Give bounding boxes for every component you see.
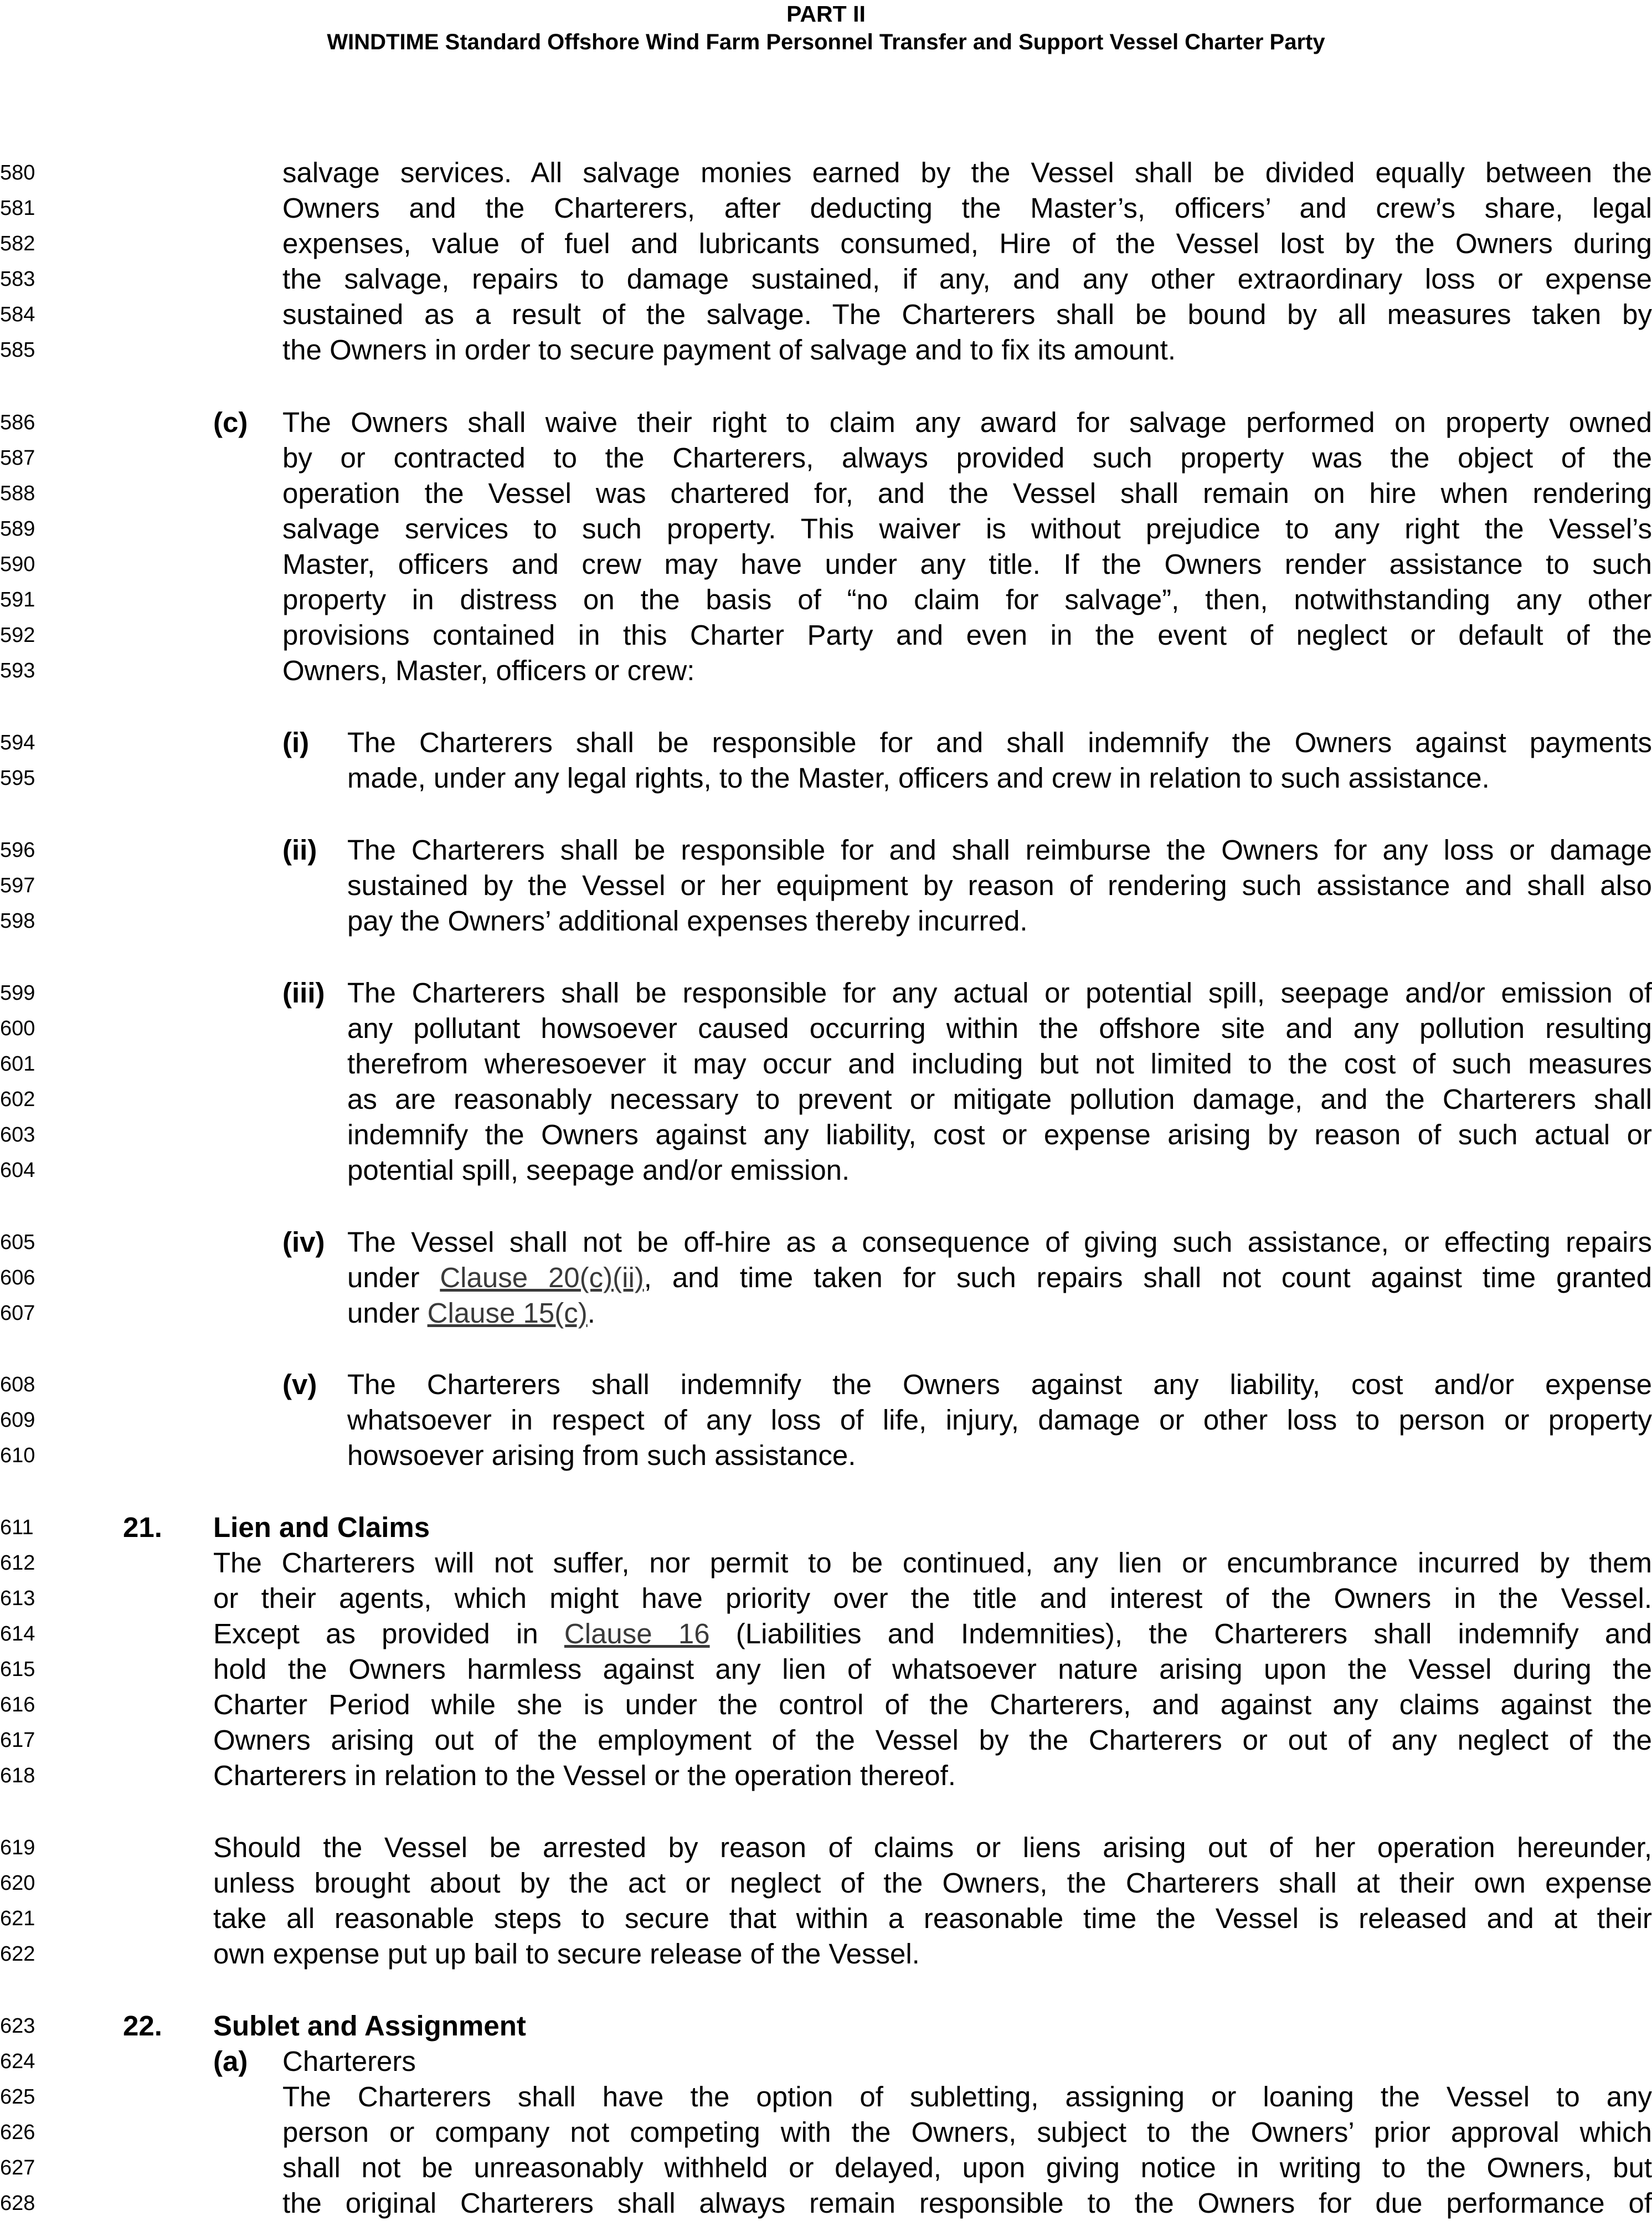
text-line: the Owners in order to secure payment of salvage and to fix its amount. bbox=[282, 334, 1176, 366]
text-line: Master, officers and crew may have under any title. If the Owners render assistance to such bbox=[282, 548, 1652, 580]
line-number: 610 bbox=[0, 1444, 35, 1467]
text-line: The Charterers shall indemnify the Owners against any liability, cost and/or expense bbox=[347, 1369, 1652, 1400]
text-line bbox=[213, 1616, 1652, 1652]
line-number: 603 bbox=[0, 1123, 35, 1147]
text-line: indemnify the Owners against any liability, cost or expense arising by reason of such actual or bbox=[347, 1119, 1652, 1150]
line-number: 586 bbox=[0, 411, 35, 434]
line-number: 624 bbox=[0, 2050, 35, 2073]
text-line: Owners arising out of the employment of the Vessel by the Charterers or out of any neglect of the bbox=[213, 1724, 1652, 1756]
text-line: The Owners shall waive their right to claim any award for salvage performed on property owned bbox=[282, 407, 1652, 438]
item-label-iii: (iii) bbox=[282, 977, 325, 1009]
line-number: 608 bbox=[0, 1373, 35, 1396]
text-line bbox=[347, 1260, 1652, 1295]
line-number: 583 bbox=[0, 268, 35, 291]
text-line: property in distress on the basis of “no claim for salvage”, then, notwithstanding any other bbox=[282, 584, 1652, 615]
text-line: or their agents, which might have priority over the title and interest of the Owners in the Vessel. bbox=[213, 1582, 1652, 1614]
text-line: Owners and the Charterers, after deducting the Master’s, officers’ and crew’s share, legal bbox=[282, 192, 1652, 224]
line-number: 616 bbox=[0, 1693, 35, 1716]
text-fragment: . bbox=[587, 1297, 595, 1329]
line-number: 612 bbox=[0, 1551, 35, 1575]
text-line: whatsoever in respect of any loss of life, injury, damage or other loss to person or property bbox=[347, 1404, 1652, 1436]
clause-20cii-link[interactable]: Clause 20(c)(ii) bbox=[440, 1262, 644, 1293]
text-line: therefrom wheresoever it may occur and including but not limited to the cost of such measures bbox=[347, 1048, 1652, 1079]
text-line: salvage services to such property. This waiver is without prejudice to any right the Vessel’s bbox=[282, 513, 1652, 544]
line-number: 609 bbox=[0, 1408, 35, 1432]
line-number: 582 bbox=[0, 232, 35, 255]
document-part: PART II bbox=[786, 1, 866, 27]
line-number: 593 bbox=[0, 659, 35, 682]
text-line: shall not be unreasonably withheld or delayed, upon giving notice in writing to the Owners, but bbox=[282, 2152, 1652, 2183]
line-number: 617 bbox=[0, 1729, 35, 1752]
line-number: 615 bbox=[0, 1658, 35, 1681]
text-line: by or contracted to the Charterers, always provided such property was the object of the bbox=[282, 442, 1652, 474]
line-number: 591 bbox=[0, 588, 35, 611]
text-line bbox=[347, 1295, 1652, 1331]
item-label-i: (i) bbox=[282, 727, 310, 758]
line-number: 613 bbox=[0, 1587, 35, 1610]
text-line: The Vessel shall not be off-hire as a consequence of giving such assistance, or effecting repairs bbox=[347, 1226, 1652, 1258]
line-number: 594 bbox=[0, 731, 35, 754]
text-line: The Charterers shall be responsible for any actual or potential spill, seepage and/or emission of bbox=[347, 977, 1652, 1009]
clause-heading-sublet-and-assignment: Sublet and Assignment bbox=[213, 2010, 526, 2042]
line-number: 599 bbox=[0, 981, 35, 1005]
line-number: 628 bbox=[0, 2192, 35, 2215]
text-line: pay the Owners’ additional expenses thereby incurred. bbox=[347, 905, 1028, 937]
line-number: 595 bbox=[0, 767, 35, 790]
text-line: Charterers in relation to the Vessel or the operation thereof. bbox=[213, 1760, 956, 1791]
line-number: 606 bbox=[0, 1266, 35, 1289]
line-number: 601 bbox=[0, 1052, 35, 1076]
text-line: own expense put up bail to secure release of the Vessel. bbox=[213, 1938, 920, 1970]
line-number: 587 bbox=[0, 446, 35, 470]
line-number: 590 bbox=[0, 553, 35, 576]
line-number: 589 bbox=[0, 517, 35, 541]
line-number: 627 bbox=[0, 2156, 35, 2179]
line-number: 597 bbox=[0, 874, 35, 897]
text-line: as are reasonably necessary to prevent or mitigate pollution damage, and the Charterers shall bbox=[347, 1083, 1652, 1115]
document-title: WINDTIME Standard Offshore Wind Farm Personnel Transfer and Support Vessel Charter Party bbox=[327, 30, 1325, 54]
text-line: The Charterers shall have the option of subletting, assigning or loaning the Vessel to any bbox=[282, 2081, 1652, 2112]
text-line: salvage services. All salvage monies earned by the Vessel shall be divided equally between the bbox=[282, 157, 1652, 188]
item-label-v: (v) bbox=[282, 1369, 317, 1400]
text-line: The Charterers shall be responsible for and shall indemnify the Owners against payments bbox=[347, 727, 1652, 758]
line-number: 623 bbox=[0, 2014, 35, 2038]
line-number: 626 bbox=[0, 2121, 35, 2144]
line-number: 598 bbox=[0, 909, 35, 933]
text-line: The Charterers shall be responsible for and shall reimburse the Owners for any loss or damage bbox=[347, 834, 1652, 866]
line-number: 604 bbox=[0, 1159, 35, 1182]
line-number: 614 bbox=[0, 1622, 35, 1646]
line-number: 607 bbox=[0, 1302, 35, 1325]
text-fragment: under bbox=[347, 1297, 420, 1329]
text-line: the original Charterers shall always remain responsible to the Owners for due performance of bbox=[282, 2187, 1652, 2219]
line-number: 625 bbox=[0, 2085, 35, 2109]
clause-16-link[interactable]: Clause 16 bbox=[564, 1618, 710, 1649]
text-line: provisions contained in this Charter Party and even in the event of neglect or default of the bbox=[282, 619, 1652, 651]
item-label-iv: (iv) bbox=[282, 1226, 325, 1258]
text-line: potential spill, seepage and/or emission. bbox=[347, 1154, 850, 1186]
line-number: 596 bbox=[0, 839, 35, 862]
text-fragment: Except as provided in bbox=[213, 1618, 538, 1649]
text-line: person or company not competing with the Owners, subject to the Owners’ prior approval which bbox=[282, 2116, 1652, 2148]
page-header bbox=[0, 0, 1652, 56]
line-number: 611 bbox=[0, 1516, 34, 1539]
clause-number-22: 22. bbox=[123, 2010, 162, 2042]
line-number: 602 bbox=[0, 1088, 35, 1111]
text-line: hold the Owners harmless against any lien of whatsoever nature arising upon the Vessel during the bbox=[213, 1653, 1652, 1685]
text-line: sustained as a result of the salvage. The Charterers shall be bound by all measures taken by bbox=[282, 299, 1652, 330]
line-number: 592 bbox=[0, 624, 35, 647]
line-number: 619 bbox=[0, 1836, 35, 1859]
item-label-ii: (ii) bbox=[282, 834, 317, 866]
clause-15c-link[interactable]: Clause 15(c) bbox=[427, 1297, 588, 1329]
text-line: expenses, value of fuel and lubricants consumed, Hire of the Vessel lost by the Owners during bbox=[282, 228, 1652, 259]
text-line: made, under any legal rights, to the Master, officers and crew in relation to such assistance. bbox=[347, 762, 1490, 794]
subclause-heading-charterers: Charterers bbox=[282, 2045, 416, 2077]
text-fragment: , and time taken for such repairs shall not count against time granted bbox=[644, 1262, 1652, 1293]
text-line: Charter Period while she is under the control of the Charterers, and against any claims against the bbox=[213, 1689, 1652, 1720]
text-line: Owners, Master, officers or crew: bbox=[282, 655, 695, 686]
clause-number-21: 21. bbox=[123, 1511, 162, 1543]
subclause-label-a: (a) bbox=[213, 2045, 248, 2077]
text-fragment: under bbox=[347, 1262, 420, 1293]
line-number: 605 bbox=[0, 1231, 35, 1254]
subclause-label-c: (c) bbox=[213, 407, 248, 438]
text-fragment: (Liabilities and Indemnities), the Charterers shall indemnify and bbox=[735, 1618, 1652, 1649]
line-number: 584 bbox=[0, 303, 35, 326]
line-number: 580 bbox=[0, 161, 35, 184]
text-line: the salvage, repairs to damage sustained, if any, and any other extraordinary loss or expense bbox=[282, 263, 1652, 295]
line-number: 588 bbox=[0, 482, 35, 505]
clause-heading-lien-and-claims: Lien and Claims bbox=[213, 1511, 430, 1543]
text-line: howsoever arising from such assistance. bbox=[347, 1439, 856, 1471]
line-number: 620 bbox=[0, 1872, 35, 1895]
line-number: 618 bbox=[0, 1764, 35, 1787]
text-line: take all reasonable steps to secure that within a reasonable time the Vessel is released and at their bbox=[213, 1903, 1652, 1934]
line-number: 600 bbox=[0, 1017, 35, 1040]
line-number: 621 bbox=[0, 1907, 35, 1930]
text-line: operation the Vessel was chartered for, and the Vessel shall remain on hire when rendering bbox=[282, 477, 1652, 509]
text-line: The Charterers will not suffer, nor permit to be continued, any lien or encumbrance incurred by them bbox=[213, 1547, 1652, 1579]
line-number: 581 bbox=[0, 197, 35, 220]
text-line: unless brought about by the act or neglect of the Owners, the Charterers shall at their own expense bbox=[213, 1867, 1652, 1899]
text-line: sustained by the Vessel or her equipment by reason of rendering such assistance and shall also bbox=[347, 870, 1652, 901]
text-line: any pollutant howsoever caused occurring within the offshore site and any pollution resulting bbox=[347, 1012, 1652, 1044]
line-number: 622 bbox=[0, 1942, 35, 1966]
text-line: Should the Vessel be arrested by reason of claims or liens arising out of her operation hereunder, bbox=[213, 1832, 1652, 1863]
line-number: 585 bbox=[0, 338, 35, 362]
